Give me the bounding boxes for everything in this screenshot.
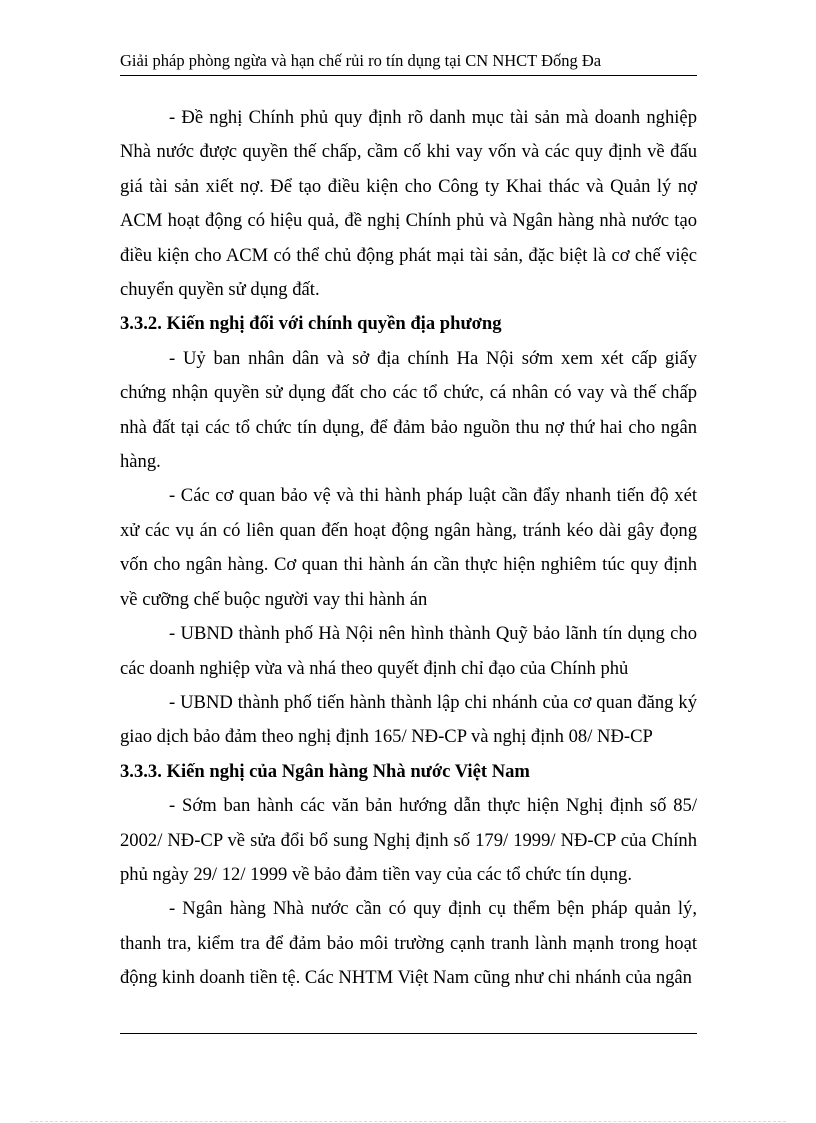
page-body: [120, 101, 697, 996]
section-heading-3-3-2: 3.3.2. Kiến nghị đối với chính quyền địa phương: [120, 313, 502, 335]
footer-divider: [120, 1033, 697, 1034]
paragraph-land-assets: - Đề nghị Chính phủ quy định rõ danh mục tài sản mà doanh nghiệp Nhà nước được quyền thế chấp, cầm cố khi vay vốn và các quy định về đấu giá tài sản xiết nợ. Để tạo điều kiện cho Công ty Khai thác và Quản lý nợ ACM hoạt động có hiệu quả, đề nghị Chính phủ và Ngân hàng nhà nước tạo điều kiện cho ACM có thể chủ động phát mại tài sản, đặc biệt là cơ chế việc chuyển quyền sử dụng đất.: [120, 107, 697, 301]
header-divider: [120, 75, 697, 76]
paragraph-decree-guidance: - Sớm ban hành các văn bản hướng dẫn thực hiện Nghị định số 85/ 2002/ NĐ-CP về sửa đổi bổ sung Nghị định số 179/ 1999/ NĐ-CP của Chính phủ ngày 29/ 12/ 1999 về bảo đảm tiền vay của các tổ chức tín dụng.: [120, 795, 697, 885]
paragraph-law-enforcement: - Các cơ quan bảo vệ và thi hành pháp luật cần đẩy nhanh tiến độ xét xử các vụ án có liên quan đến hoạt động ngân hàng, tránh kéo dài gây đọng vốn cho ngân hàng. Cơ quan thi hành án cần thực hiện nghiêm túc quy định về cưỡng chế buộc người vay thi hành án: [120, 485, 697, 610]
page-boundary: [30, 1121, 786, 1122]
paragraph-guarantee-fund: - UBND thành phố Hà Nội nên hình thành Quỹ bảo lãnh tín dụng cho các doanh nghiệp vừa và nhá theo quyết định chỉ đạo của Chính phủ: [120, 623, 697, 679]
section-heading-3-3-3: 3.3.3. Kiến nghị của Ngân hàng Nhà nước Việt Nam: [120, 760, 530, 782]
paragraph-land-certificates: - Uỷ ban nhân dân và sở địa chính Ha Nội sớm xem xét cấp giấy chứng nhận quyền sử dụng đất cho các tổ chức, cá nhân có vay và thế chấp nhà đất tại các tổ chức tín dụng, để đảm bảo nguồn thu nợ thứ hai cho ngân hàng.: [120, 347, 697, 473]
paragraph-state-bank-regulation: - Ngân hàng Nhà nước cần có quy định cụ thểm bện pháp quản lý, thanh tra, kiểm tra để đảm bảo môi trường cạnh tranh lành mạnh trong hoạt động kinh doanh tiền tệ. Các NHTM Việt Nam cũng như chi nhánh của ngân: [120, 898, 697, 989]
paragraph-registration-branch: - UBND thành phố tiến hành thành lập chi nhánh của cơ quan đăng ký giao dịch bảo đảm theo nghị định 165/ NĐ-CP và nghị định 08/ NĐ-CP: [120, 691, 697, 748]
running-header: Giải pháp phòng ngừa và hạn chế rủi ro tín dụng tại CN NHCT Đống Đa: [120, 51, 602, 70]
